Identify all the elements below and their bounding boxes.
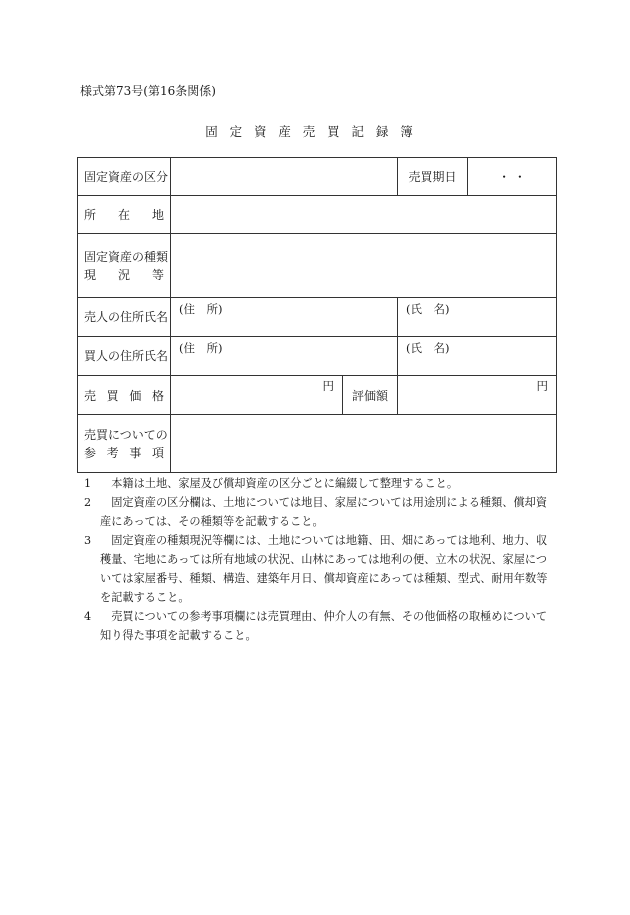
field-buyer-name[interactable] [398, 337, 557, 376]
buyer-name-sublabel: (氏 名) [406, 341, 450, 355]
field-sale-price[interactable] [171, 376, 343, 415]
label-asset-category: 固定資産の区分 [78, 158, 171, 196]
label-reference-line1: 売買についての [84, 427, 168, 442]
note-item [84, 531, 554, 607]
field-asset-category[interactable] [171, 158, 398, 196]
label-sale-price: 売買価格 [78, 376, 171, 415]
form-code: 様式第73号(第16条関係) [80, 84, 216, 98]
label-reference-line2: 参考事項 [84, 445, 164, 460]
note-number: 2 [84, 496, 92, 509]
note-item [84, 493, 554, 531]
row-price [78, 376, 557, 415]
field-sale-date[interactable] [468, 158, 557, 196]
sale-price-yen-unit: 円 [322, 379, 334, 393]
row-location [78, 196, 557, 234]
note-number: 3 [84, 534, 92, 547]
row-buyer [78, 337, 557, 376]
row-asset-type [78, 234, 557, 298]
row-seller [78, 298, 557, 337]
assessed-value-yen-unit: 円 [536, 379, 548, 393]
seller-name-sublabel: (氏 名) [406, 302, 450, 316]
buyer-address-sublabel: (住 所) [179, 341, 223, 355]
label-location: 所在地 [78, 196, 171, 234]
label-buyer: 買人の住所氏名 [78, 337, 171, 376]
label-reference [78, 415, 171, 473]
field-seller-name[interactable] [398, 298, 557, 337]
label-asset-type-line1: 固定資産の種類 [84, 249, 169, 264]
field-seller-address[interactable] [171, 298, 398, 337]
field-assessed-value[interactable] [398, 376, 557, 415]
label-asset-type-line2: 現況等 [84, 267, 164, 282]
sale-date-placeholder: ・ ・ [498, 170, 526, 184]
note-number: 4 [84, 610, 92, 623]
field-buyer-address[interactable] [171, 337, 398, 376]
field-asset-type[interactable] [171, 234, 557, 298]
sales-record-table [77, 157, 557, 473]
row-reference [78, 415, 557, 473]
label-sale-date: 売買期日 [398, 158, 468, 196]
document-title: 固定資産売買記録簿 [205, 124, 425, 139]
field-reference[interactable] [171, 415, 557, 473]
note-item [84, 607, 554, 645]
row-asset-category [78, 158, 557, 196]
label-asset-type [78, 234, 171, 298]
note-item [84, 474, 554, 493]
seller-address-sublabel: (住 所) [179, 302, 223, 316]
note-text: 固定資産の種類現況等欄には、土地については地籍、田、畑にあっては地利、地力、収穫量、宅地にあっては所有地域の状況、山林にあっては地利の便、立木の状況、家屋については家屋番号、種類、構造、建築年月日、償却資産にあっては種類、型式、耐用年数等を記載すること。 [100, 534, 548, 604]
label-assessed-value: 評価額 [343, 376, 398, 415]
field-location[interactable] [171, 196, 557, 234]
note-number: 1 [84, 477, 92, 490]
note-text: 売買についての参考事項欄には売買理由、仲介人の有無、その他価格の取極めについて知り得た事項を記載すること。 [100, 610, 548, 642]
notes-section [84, 474, 554, 645]
label-seller: 売人の住所氏名 [78, 298, 171, 337]
note-text: 固定資産の区分欄は、土地については地目、家屋については用途別による種類、償却資産にあっては、その種類等を記載すること。 [100, 496, 548, 528]
note-text: 本籍は土地、家屋及び償却資産の区分ごとに編綴して整理すること。 [111, 477, 459, 490]
